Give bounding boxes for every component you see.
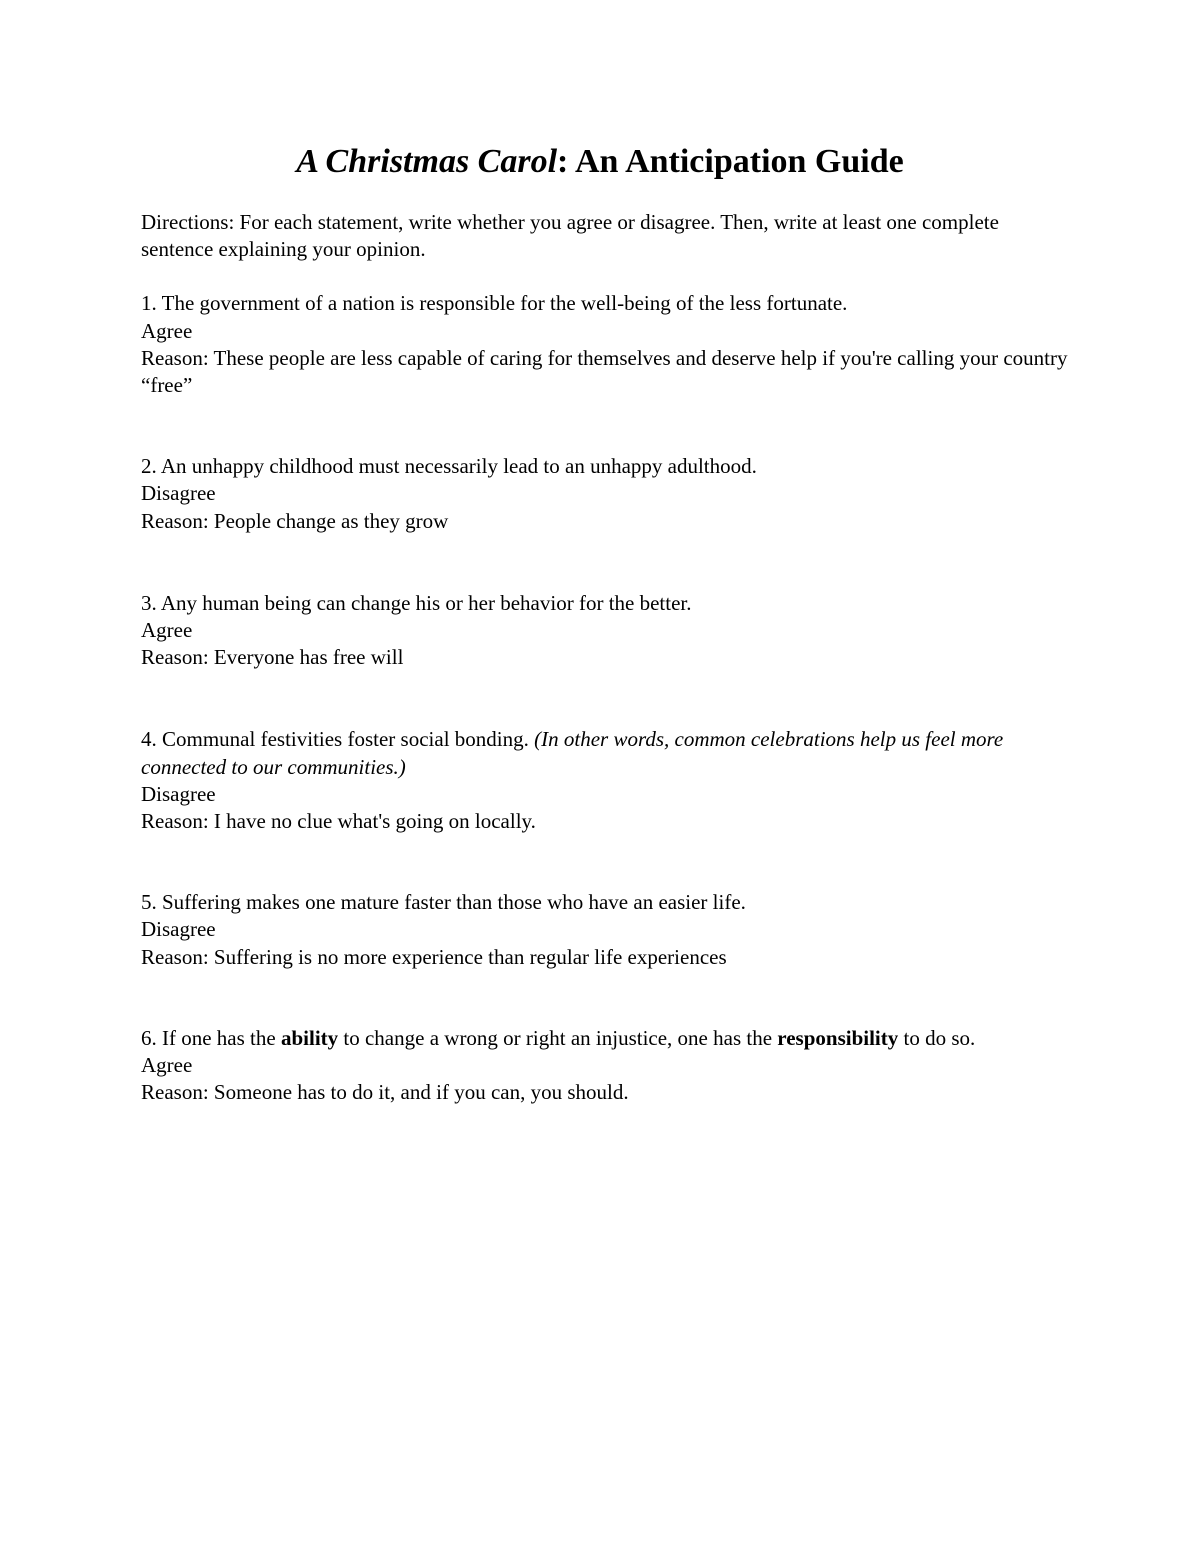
question-reason: Reason: These people are less capable of caring for themselves and deserve help if you're calling your country “free” (141, 345, 1068, 398)
keyword-responsibility: responsibility (777, 1025, 899, 1050)
question-answer: Disagree (141, 917, 216, 942)
question-5 (141, 889, 1071, 971)
question-reason: Reason: Suffering is no more experience than regular life experiences (141, 944, 727, 969)
question-statement-wrap (141, 726, 1071, 780)
question-reason: Reason: People change as they grow (141, 508, 449, 533)
question-statement-part: 6. If one has the (141, 1025, 281, 1050)
question-answer: Agree (141, 318, 193, 343)
question-statement-part: to change a wrong or right an injustice, one has the (338, 1025, 778, 1050)
question-reason: Reason: I have no clue what's going on locally. (141, 809, 536, 834)
question-answer: Agree (141, 618, 193, 643)
question-reason: Reason: Someone has to do it, and if you can, you should. (141, 1080, 629, 1105)
question-6 (141, 1025, 1071, 1107)
question-statement: 5. Suffering makes one mature faster than those who have an easier life. (141, 890, 746, 915)
keyword-ability: ability (280, 1025, 339, 1050)
question-4 (141, 726, 1071, 835)
question-statement: 1. The government of a nation is responsible for the well-being of the less fortunate. (141, 291, 848, 316)
title-book-name: A Christmas Carol (296, 143, 558, 180)
directions-text: Directions: For each statement, write whether you agree or disagree. Then, write at least one complete sentence explaining your opinion. (141, 210, 999, 262)
question-answer: Disagree (141, 481, 216, 506)
question-statement-wrap (141, 1025, 1071, 1052)
question-2 (141, 453, 1071, 535)
question-statement-part: to do so. (898, 1025, 976, 1050)
question-reason: Reason: Everyone has free will (141, 645, 404, 670)
title-subtitle: : An Anticipation Guide (557, 143, 904, 180)
question-1 (141, 290, 1071, 399)
question-statement: 2. An unhappy childhood must necessarily lead to an unhappy adulthood. (141, 454, 757, 479)
document-body (141, 209, 1071, 1106)
question-statement: 4. Communal festivities foster social bonding. (141, 727, 535, 752)
question-3 (141, 590, 1071, 672)
question-statement-note: (In other words, common celebrations help us feel more connected to our communities.) (141, 727, 1004, 779)
question-answer: Disagree (141, 781, 216, 806)
page-title (0, 140, 1200, 184)
question-answer: Agree (141, 1053, 193, 1078)
question-statement: 3. Any human being can change his or her behavior for the better. (141, 590, 692, 615)
